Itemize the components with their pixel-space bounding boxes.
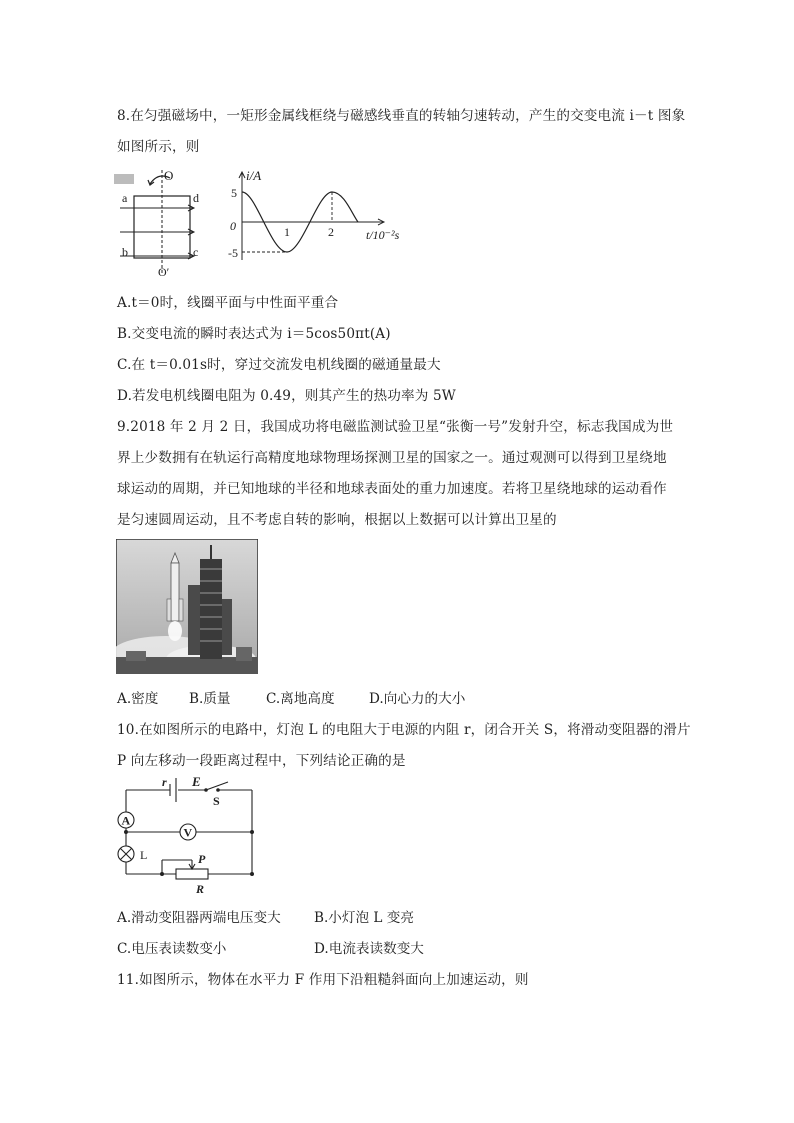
label-a: a: [122, 191, 128, 205]
q8-option-b: B.交变电流的瞬时表达式为 i＝5cos50πt(A): [117, 326, 391, 342]
q11-stem-line1: 11.如图所示，物体在水平力 F 作用下沿粗糙斜面向上加速运动，则: [117, 972, 529, 988]
ammeter-label: A: [121, 813, 131, 828]
q9-stem-line1: 9.2018 年 2 月 2 日，我国成功将电磁监测试验卫星“张衡一号”发射升空，标志我国成为世: [117, 419, 674, 435]
graph-x-label: t/10⁻²s: [366, 228, 400, 242]
tick-1: 1: [284, 225, 290, 239]
slider-label: P: [198, 852, 206, 866]
q8-stem-line1: 8.在匀强磁场中，一矩形金属线框绕与磁感线垂直的转轴匀速转动，产生的交变电流 i－t 图象: [117, 108, 686, 124]
q10-option-c: C.电压表读数变小: [117, 941, 227, 957]
switch-label: S: [213, 794, 220, 808]
lamp-label: L: [140, 848, 148, 862]
q9-option-a: A.密度: [117, 691, 159, 707]
tick-5: 5: [231, 186, 237, 200]
voltmeter-label: V: [183, 825, 193, 840]
tick-neg5: -5: [228, 246, 238, 260]
tick-0: 0: [230, 219, 236, 233]
launch-tower: [200, 559, 222, 659]
circuit-diagram: [110, 772, 270, 896]
q9-stem-line2: 界上少数拥有在轨运行高精度地球物理场探测卫星的国家之一。通过观测可以得到卫星绕地: [117, 450, 667, 466]
q10-option-a: A.滑动变阻器两端电压变大: [117, 910, 281, 926]
q8-option-a: A.t＝0时，线圈平面与中性面平重合: [117, 295, 339, 311]
q10-option-b: B.小灯泡 L 变亮: [314, 910, 414, 926]
q8-option-d: D.若发电机线圈电阻为 0.49，则其产生的热功率为 5W: [117, 388, 456, 404]
label-b: b: [122, 245, 128, 259]
q10-stem-line2: P 向左移动一段距离过程中，下列结论正确的是: [117, 753, 406, 769]
rheostat-r: [176, 869, 208, 879]
rocket-launch-photo: [116, 539, 258, 674]
axis-label-o-bottom: O′: [158, 265, 170, 279]
q9-option-c: C.离地高度: [266, 691, 335, 707]
q9-stem-line3: 球运动的周期，并已知地球的半径和地球表面处的重力加速度。若将卫星绕地球的运动看作: [117, 481, 667, 497]
q9-option-b: B.质量: [189, 691, 231, 707]
rotating-coil-figure: [110, 164, 220, 282]
q8-option-c: C.在 t＝0.01s时，穿过交流发电机线圈的磁通量最大: [117, 357, 441, 373]
q8-stem-line2: 如图所示，则: [117, 139, 200, 155]
label-d: d: [193, 191, 199, 205]
current-time-graph: [226, 164, 416, 270]
tick-2: 2: [328, 225, 334, 239]
q9-stem-line4: 是匀速圆周运动，且不考虑自转的影响，根据以上数据可以计算出卫星的: [117, 512, 557, 528]
internal-resistance-label: r: [162, 775, 167, 789]
rheostat-label: R: [196, 882, 205, 896]
axis-label-o-top: O: [164, 168, 174, 183]
q10-stem-line1: 10.在如图所示的电路中，灯泡 L 的电阻大于电源的内阻 r，闭合开关 S，将滑动变阻器的滑片: [117, 722, 691, 738]
q9-option-d: D.向心力的大小: [369, 691, 466, 707]
q10-option-d: D.电流表读数变大: [314, 941, 424, 957]
graph-y-label: i/A: [246, 168, 262, 183]
label-c: c: [193, 245, 199, 259]
emf-label: E: [192, 774, 201, 789]
gray-mark: [114, 174, 134, 184]
